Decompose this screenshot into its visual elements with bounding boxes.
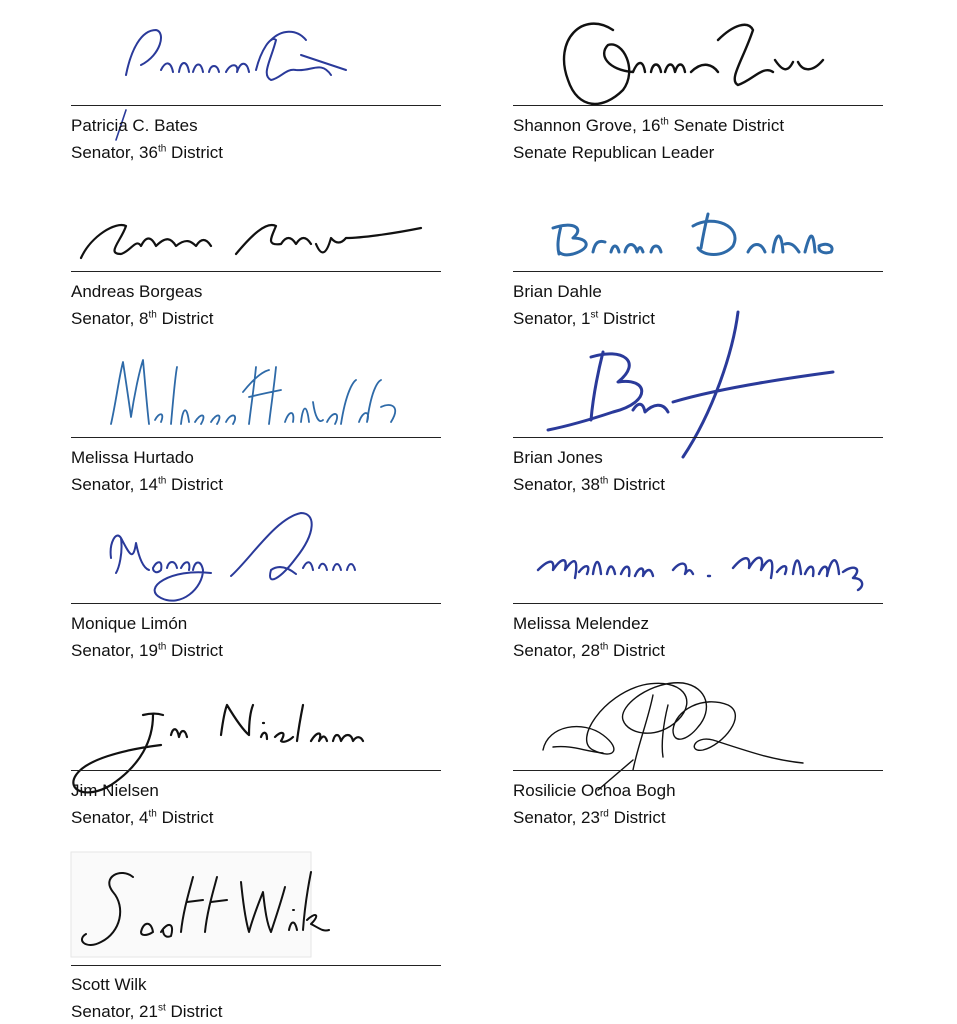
signature-image bbox=[71, 166, 443, 271]
signature-line bbox=[71, 437, 441, 438]
signature-line bbox=[71, 105, 441, 106]
signature-image bbox=[513, 498, 885, 603]
signature-image bbox=[71, 498, 443, 603]
signatory-name: Rosilicie Ochoa Bogh bbox=[513, 781, 676, 800]
signature-line bbox=[71, 603, 441, 604]
signatory-title: Senator, 14th District bbox=[71, 475, 223, 494]
signatory-name: Brian Dahle bbox=[513, 282, 602, 301]
signature-line bbox=[71, 965, 441, 966]
signature-line bbox=[513, 105, 883, 106]
signatory-title: Senator, 38th District bbox=[513, 475, 665, 494]
signatory-title: Senator, 1st District bbox=[513, 309, 655, 328]
signature-line bbox=[71, 770, 441, 771]
signatory-name: Andreas Borgeas bbox=[71, 282, 203, 301]
signatory-name: Brian Jones bbox=[513, 448, 603, 467]
signatory-title: Senator, 28th District bbox=[513, 641, 665, 660]
signatory-title: Senator, 8th District bbox=[71, 309, 214, 328]
signature-image bbox=[71, 332, 443, 437]
signatory-name: Shannon Grove, 16th Senate District bbox=[513, 116, 785, 135]
signature-line bbox=[513, 437, 883, 438]
signature-image bbox=[513, 332, 885, 437]
signatory-name: Patricia C. Bates bbox=[71, 116, 198, 135]
signatory-title: Senator, 23rd District bbox=[513, 808, 666, 827]
signatory-title: Senator, 4th District bbox=[71, 808, 214, 827]
signature-line bbox=[513, 770, 883, 771]
signature-image bbox=[71, 832, 443, 937]
signatory-name: Jim Nielsen bbox=[71, 781, 159, 800]
signature-image bbox=[71, 665, 443, 770]
signatory-title: Senate Republican Leader bbox=[513, 143, 715, 162]
signatory-name: Scott Wilk bbox=[71, 975, 147, 994]
signatory-title: Senator, 36th District bbox=[71, 143, 223, 162]
signature-image bbox=[513, 665, 885, 770]
signatory-title: Senator, 19th District bbox=[71, 641, 223, 660]
signature-line bbox=[71, 271, 441, 272]
signature-line bbox=[513, 603, 883, 604]
signatory-name: Melissa Melendez bbox=[513, 614, 650, 633]
signature-image bbox=[513, 0, 885, 105]
signature-image bbox=[513, 166, 885, 271]
signature-image bbox=[71, 0, 443, 105]
signature-line bbox=[513, 271, 883, 272]
signatory-title: Senator, 21st District bbox=[71, 1002, 223, 1021]
signatory-name: Melissa Hurtado bbox=[71, 448, 194, 467]
signatory-name: Monique Limón bbox=[71, 614, 188, 633]
